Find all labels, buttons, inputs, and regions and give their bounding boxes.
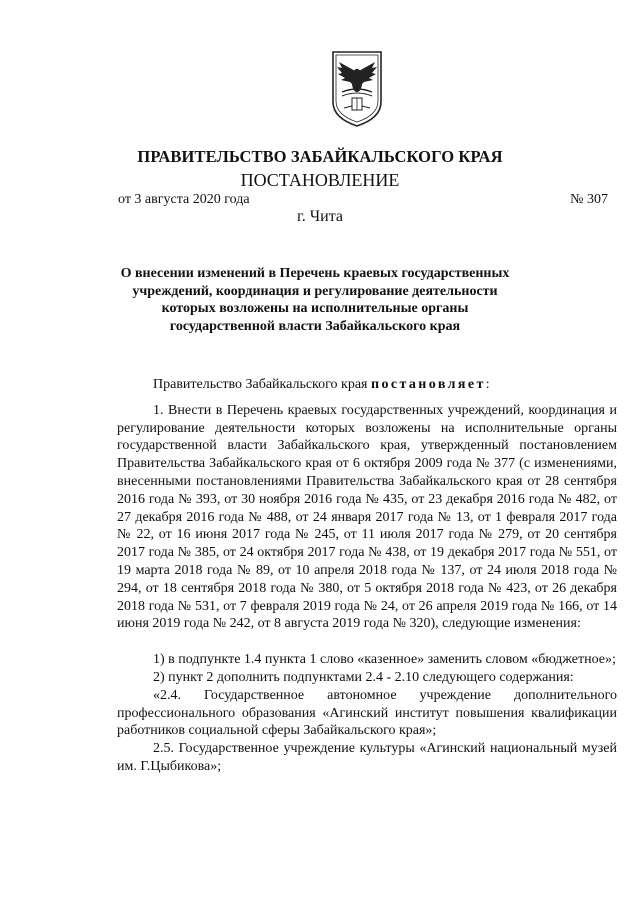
coat-of-arms-icon bbox=[330, 50, 384, 128]
preamble-text: Правительство Забайкальского края bbox=[153, 377, 371, 392]
government-title: ПРАВИТЕЛЬСТВО ЗАБАЙКАЛЬСКОГО КРАЯ bbox=[137, 147, 503, 166]
document-city: г. Чита bbox=[296, 208, 343, 225]
item-2-5: 2.5. Государственное учреждение культуры «Агинский национальный музей им. Г.Цыбикова»; bbox=[117, 741, 617, 774]
document-body bbox=[117, 376, 617, 776]
item-1: 1) в подпункте 1.4 пункта 1 слово «казенное» заменить словом «бюджетное»; bbox=[153, 652, 616, 668]
preamble-verb: постановляет bbox=[370, 377, 486, 392]
document-type: ПОСТАНОВЛЕНИЕ bbox=[240, 170, 400, 190]
preamble bbox=[117, 376, 617, 394]
item-2: 2) пункт 2 дополнить подпунктами 2.4 - 2.10 следующего содержания: bbox=[153, 669, 574, 685]
paragraph-gap bbox=[117, 633, 617, 651]
document-number: № 307 bbox=[570, 192, 608, 207]
item-2-4: «2.4. Государственное автономное учреждение дополнительного профессионального образования «Агинский институт повышения квалификации работников социальной сферы Забайкальского края»; bbox=[117, 687, 617, 739]
preamble-colon: : bbox=[485, 377, 490, 392]
document-date: от 3 августа 2020 года bbox=[118, 192, 250, 207]
document-subject: О внесении изменений в Перечень краевых государственных учреждений, координация и регулирование деятельности которых возложены на исполнительные органы государственной власти Забайкальского края bbox=[120, 266, 510, 334]
paragraph-1: 1. Внести в Перечень краевых государственных учреждений, координация и регулирование деятельности которых возложены на исполнительные органы государственной власти Забайкальского края, утвержденный постановлением Правительства Забайкальского края от 6 октября 2009 года № 377 (с изменениями, внесенными постановлениями Правительства Забайкальского края от 28 сентября 2016 года № 393, от 30 ноября 2016 года № 435, от 23 декабря 2016 года № 482, от 27 декабря 2016 года № 488, от 24 января 2017 года № 13, от 1 февраля 2017 года № 22, от 16 июня 2017 года № 245, от 11 июля 2017 года № 279, от 20 сентября 2017 года № 385, от 24 октября 2017 года № 438, от 19 декабря 2017 года № 551, от 19 марта 2018 года № 89, от 10 апреля 2018 года № 137, от 24 июля 2018 года № 294, от 18 сентября 2018 года № 380, от 5 октября 2018 года № 423, от 26 декабря 2018 года № 531, от 7 февраля 2019 года № 24, от 26 апреля 2019 года № 166, от 14 июня 2019 года № 242, от 8 августа 2019 года № 320), следующие изменения: bbox=[117, 402, 617, 632]
